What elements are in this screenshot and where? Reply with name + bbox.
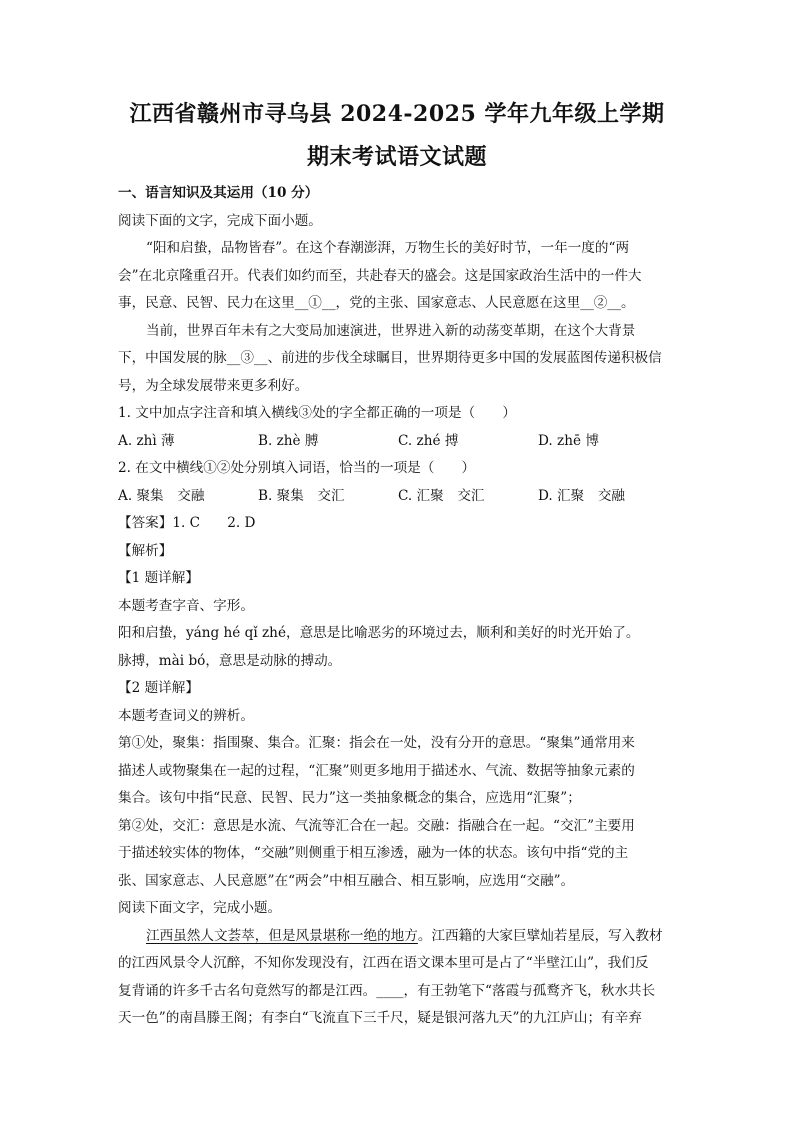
question-1-stem: 1. 文中加点字注音和填入横线③处的字全都正确的一项是（ ） [118, 405, 516, 421]
passage-2-line: 天一色”的南昌滕王阁；有李白“飞流直下三千尺，疑是银河落九天”的九江庐山；有辛弃 [118, 1010, 642, 1026]
analysis-label: 【解析】 [118, 542, 173, 559]
question-2-stem: 2. 在文中横线①②处分别填入词语，恰当的一项是（ ） [118, 460, 476, 476]
passage-2-line: 的江西风景令人沉醉，不知你发现没有，江西在语文课本里可是占了“半壁江山”，我们反 [118, 955, 649, 971]
passage-2-line [118, 923, 678, 951]
option-c: C. 汇聚 交汇 [398, 487, 485, 504]
passage-line: 号，为全球发展带来更多利好。 [118, 377, 309, 394]
option-a: A. 聚集 交融 [118, 487, 205, 504]
detail-2-label: 【2 题详解】 [118, 680, 199, 696]
passage-2-text: 。江西籍的大家巨擘灿若星辰，写入教材 [417, 927, 663, 944]
detail-1-line: 阳和启蛰，yáng hé qǐ zhé，意思是比喻恶劣的环境过去，顺利和美好的时光开始了。 [118, 625, 640, 641]
section-heading: 一、语言知识及其运用（10 分） [118, 185, 319, 201]
detail-2-line: 第②处，交汇：意思是水流、气流等汇合在一起。交融：指融合在一起。“交汇”主要用 [118, 817, 635, 834]
detail-2-line: 集合。该句中指“民意、民智、民力”这一类抽象概念的集合，应选用“汇聚”； [118, 790, 581, 806]
detail-2-line: 本题考查词义的辨析。 [118, 707, 254, 724]
detail-2-line: 第①处，聚集：指围聚、集合。汇聚：指会在一处，没有分开的意思。“聚集”通常用来 [118, 735, 635, 751]
section-2-instruction: 阅读下面文字，完成小题。 [118, 900, 282, 916]
option-a: A. zhì 薄 [118, 432, 175, 449]
detail-2-line: 张、国家意志、人民意愿”在“两会”中相互融合、相互影响，应选用“交融”。 [118, 872, 575, 889]
passage-line: “阳和启蛰，品物皆春”。在这个春潮澎湃，万物生长的美好时节，一年一度的“两 [146, 240, 630, 256]
passage-line: 当前，世界百年未有之大变局加速演进，世界进入新的动荡变革期，在这个大背景 [146, 322, 636, 339]
detail-1-line: 脉搏，mài bó，意思是动脉的搏动。 [118, 652, 342, 669]
option-d: D. zhē 博 [538, 432, 599, 449]
option-b: B. 聚集 交汇 [258, 487, 345, 504]
passage-line: 会”在北京隆重召开。代表们如约而至，共赴春天的盛会。这是国家政治生活中的一件大 [118, 267, 642, 284]
detail-2-line: 于描述较实体的物体，“交融”则侧重于相互渗透，融为一体的状态。该句中指“党的主 [118, 845, 629, 861]
option-b: B. zhè 膊 [258, 432, 319, 449]
detail-1-line: 本题考查字音、字形。 [118, 597, 254, 614]
document-title-line1: 江西省赣州市寻乌县 2024-2025 学年九年级上学期 [129, 101, 665, 127]
detail-1-label: 【1 题详解】 [118, 570, 199, 586]
document-title-line2: 期末考试语文试题 [306, 144, 487, 170]
passage-2-line: 复背诵的许多千古名句竟然写的都是江西。____，有王勃笔下“落霞与孤鹜齐飞，秋水共长 [118, 982, 656, 999]
question-2-options [118, 483, 678, 511]
answer-line: 【答案】1. C 2. D [118, 515, 256, 531]
question-1-options [118, 428, 678, 456]
option-c: C. zhé 搏 [398, 432, 459, 449]
instruction: 阅读下面的文字，完成下面小题。 [118, 212, 322, 229]
detail-2-line: 描述人或物聚集在一起的过程，“汇聚”则更多地用于描述水、气流、数据等抽象元素的 [118, 762, 635, 779]
passage-line: 事，民意、民智、民力在这里__①__，党的主张、国家意志、人民意愿在这里__②__。 [118, 295, 635, 311]
document-body [118, 180, 678, 1033]
option-d: D. 汇聚 交融 [538, 487, 626, 504]
underlined-sentence: 江西虽然人文荟萃，但是风景堪称一绝的地方 [146, 927, 418, 944]
passage-line: 下，中国发展的脉__③__、前进的步伐全球瞩目，世界期待更多中国的发展蓝图传递积极信 [118, 350, 662, 366]
